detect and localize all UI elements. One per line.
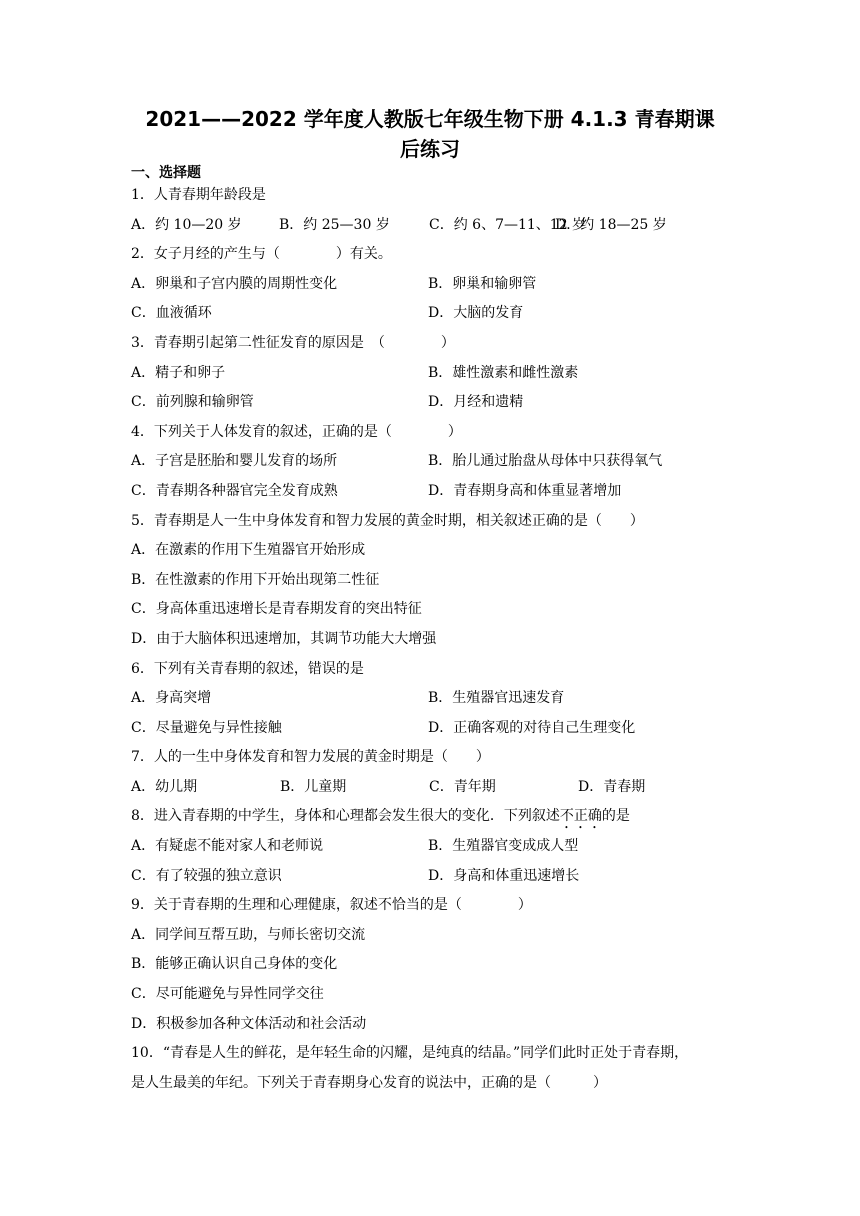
option-b: B．卵巢和输卵管 xyxy=(428,275,537,292)
question-5-stem: 5．青春期是人一生中身体发育和智力发展的黄金时期，相关叙述正确的是（ ） xyxy=(131,512,644,529)
stem-suffix: 的是 xyxy=(601,808,630,825)
question-1-options xyxy=(131,211,731,241)
question-8-stem xyxy=(131,802,731,832)
title-line-1: 2021——2022 学年度人教版七年级生物下册 4.1.3 青春期课 xyxy=(145,107,715,131)
option-a: A．在激素的作用下生殖器官开始形成 xyxy=(131,542,366,559)
option-c: C．血液循环 xyxy=(131,305,212,322)
question-8-options-row2 xyxy=(131,862,731,892)
option-a: A．卵巢和子宫内膜的周期性变化 xyxy=(131,275,338,292)
question-8-options-row1 xyxy=(131,832,731,862)
option-c: C．约 6、7—11、12 岁 xyxy=(429,216,587,233)
option-b: B．生殖器官变成成人型 xyxy=(428,838,579,855)
emphasized-text: 不正确 xyxy=(559,808,602,825)
option-c: C．青春期各种器官完全发育成熟 xyxy=(131,482,338,499)
option-b: B．在性激素的作用下开始出现第二性征 xyxy=(131,571,380,588)
option-d: D．约 18—25 岁 xyxy=(555,216,667,233)
option-a: A．约 10—20 岁 xyxy=(131,216,242,233)
question-2-stem: 2．女子月经的产生与（ ）有关。 xyxy=(131,246,392,263)
option-b: B．儿童期 xyxy=(280,778,347,795)
option-d: D．青春期 xyxy=(578,778,646,795)
question-2-options-row1 xyxy=(131,270,731,300)
page-title xyxy=(120,104,740,164)
option-b: B．胎儿通过胎盘从母体中只获得氧气 xyxy=(428,453,663,470)
option-a: A．身高突增 xyxy=(131,690,212,707)
question-4-options-row2 xyxy=(131,477,731,507)
section-heading: 一、选择题 xyxy=(131,165,201,181)
title-line-2: 后练习 xyxy=(400,137,460,161)
question-7-stem: 7．人的一生中身体发育和智力发展的黄金时期是（ ） xyxy=(131,749,490,766)
question-3-stem: 3．青春期引起第二性征发育的原因是 （ ） xyxy=(131,334,455,351)
option-d: D．积极参加各种文体活动和社会活动 xyxy=(131,1015,367,1032)
option-a: A．精子和卵子 xyxy=(131,364,226,381)
option-d: D．月经和遗精 xyxy=(428,394,524,411)
question-10-stem-line1: 10．“青春是人生的鲜花，是年轻生命的闪耀，是纯真的结晶。”同学们此时正处于青春期， xyxy=(131,1045,689,1062)
question-3-options-row2 xyxy=(131,388,731,418)
option-c: C．青年期 xyxy=(429,778,496,795)
option-d: D．由于大脑体积迅速增加，其调节功能大大增强 xyxy=(131,630,437,647)
option-c: C．有了较强的独立意识 xyxy=(131,867,282,884)
question-6-options-row1 xyxy=(131,684,731,714)
question-1-stem: 1．人青春期年龄段是 xyxy=(131,187,266,203)
option-d: D．正确客观的对待自己生理变化 xyxy=(428,719,636,736)
question-2-options-row2 xyxy=(131,299,731,329)
question-4-stem: 4．下列关于人体发育的叙述，正确的是（ ） xyxy=(131,423,462,440)
option-b: B．约 25—30 岁 xyxy=(279,216,390,233)
option-c: C．身高体重迅速增长是青春期发育的突出特征 xyxy=(131,601,422,618)
stem-prefix: 8．进入青春期的中学生，身体和心理都会发生很大的变化．下列叙述 xyxy=(131,808,560,825)
question-3-options-row1 xyxy=(131,359,731,389)
option-c: C．前列腺和输卵管 xyxy=(131,394,254,411)
option-b: B．能够正确认识自己身体的变化 xyxy=(131,956,338,973)
option-b: B．雄性激素和雌性激素 xyxy=(428,364,579,381)
question-list xyxy=(131,181,731,1098)
option-c: C．尽可能避免与异性同学交往 xyxy=(131,986,324,1003)
question-9-stem: 9．关于青春期的生理和心理健康，叙述不恰当的是（ ） xyxy=(131,897,532,914)
option-a: A．子宫是胚胎和婴儿发育的场所 xyxy=(131,453,338,470)
option-b: B．生殖器官迅速发育 xyxy=(428,690,565,707)
option-a: A．有疑虑不能对家人和老师说 xyxy=(131,838,324,855)
question-10-stem-line2: 是人生最美的年纪。下列关于青春期身心发育的说法中，正确的是（ ） xyxy=(131,1074,607,1091)
option-d: D．大脑的发育 xyxy=(428,305,524,322)
question-7-options xyxy=(131,773,731,803)
option-a: A．幼儿期 xyxy=(131,778,198,795)
option-d: D．身高和体重迅速增长 xyxy=(428,867,580,884)
option-d: D．青春期身高和体重显著增加 xyxy=(428,482,622,499)
option-a: A．同学间互帮互助，与师长密切交流 xyxy=(131,926,366,943)
question-4-options-row1 xyxy=(131,447,731,477)
option-c: C．尽量避免与异性接触 xyxy=(131,719,282,736)
question-6-stem: 6．下列有关青春期的叙述，错误的是 xyxy=(131,660,364,677)
question-6-options-row2 xyxy=(131,714,731,744)
